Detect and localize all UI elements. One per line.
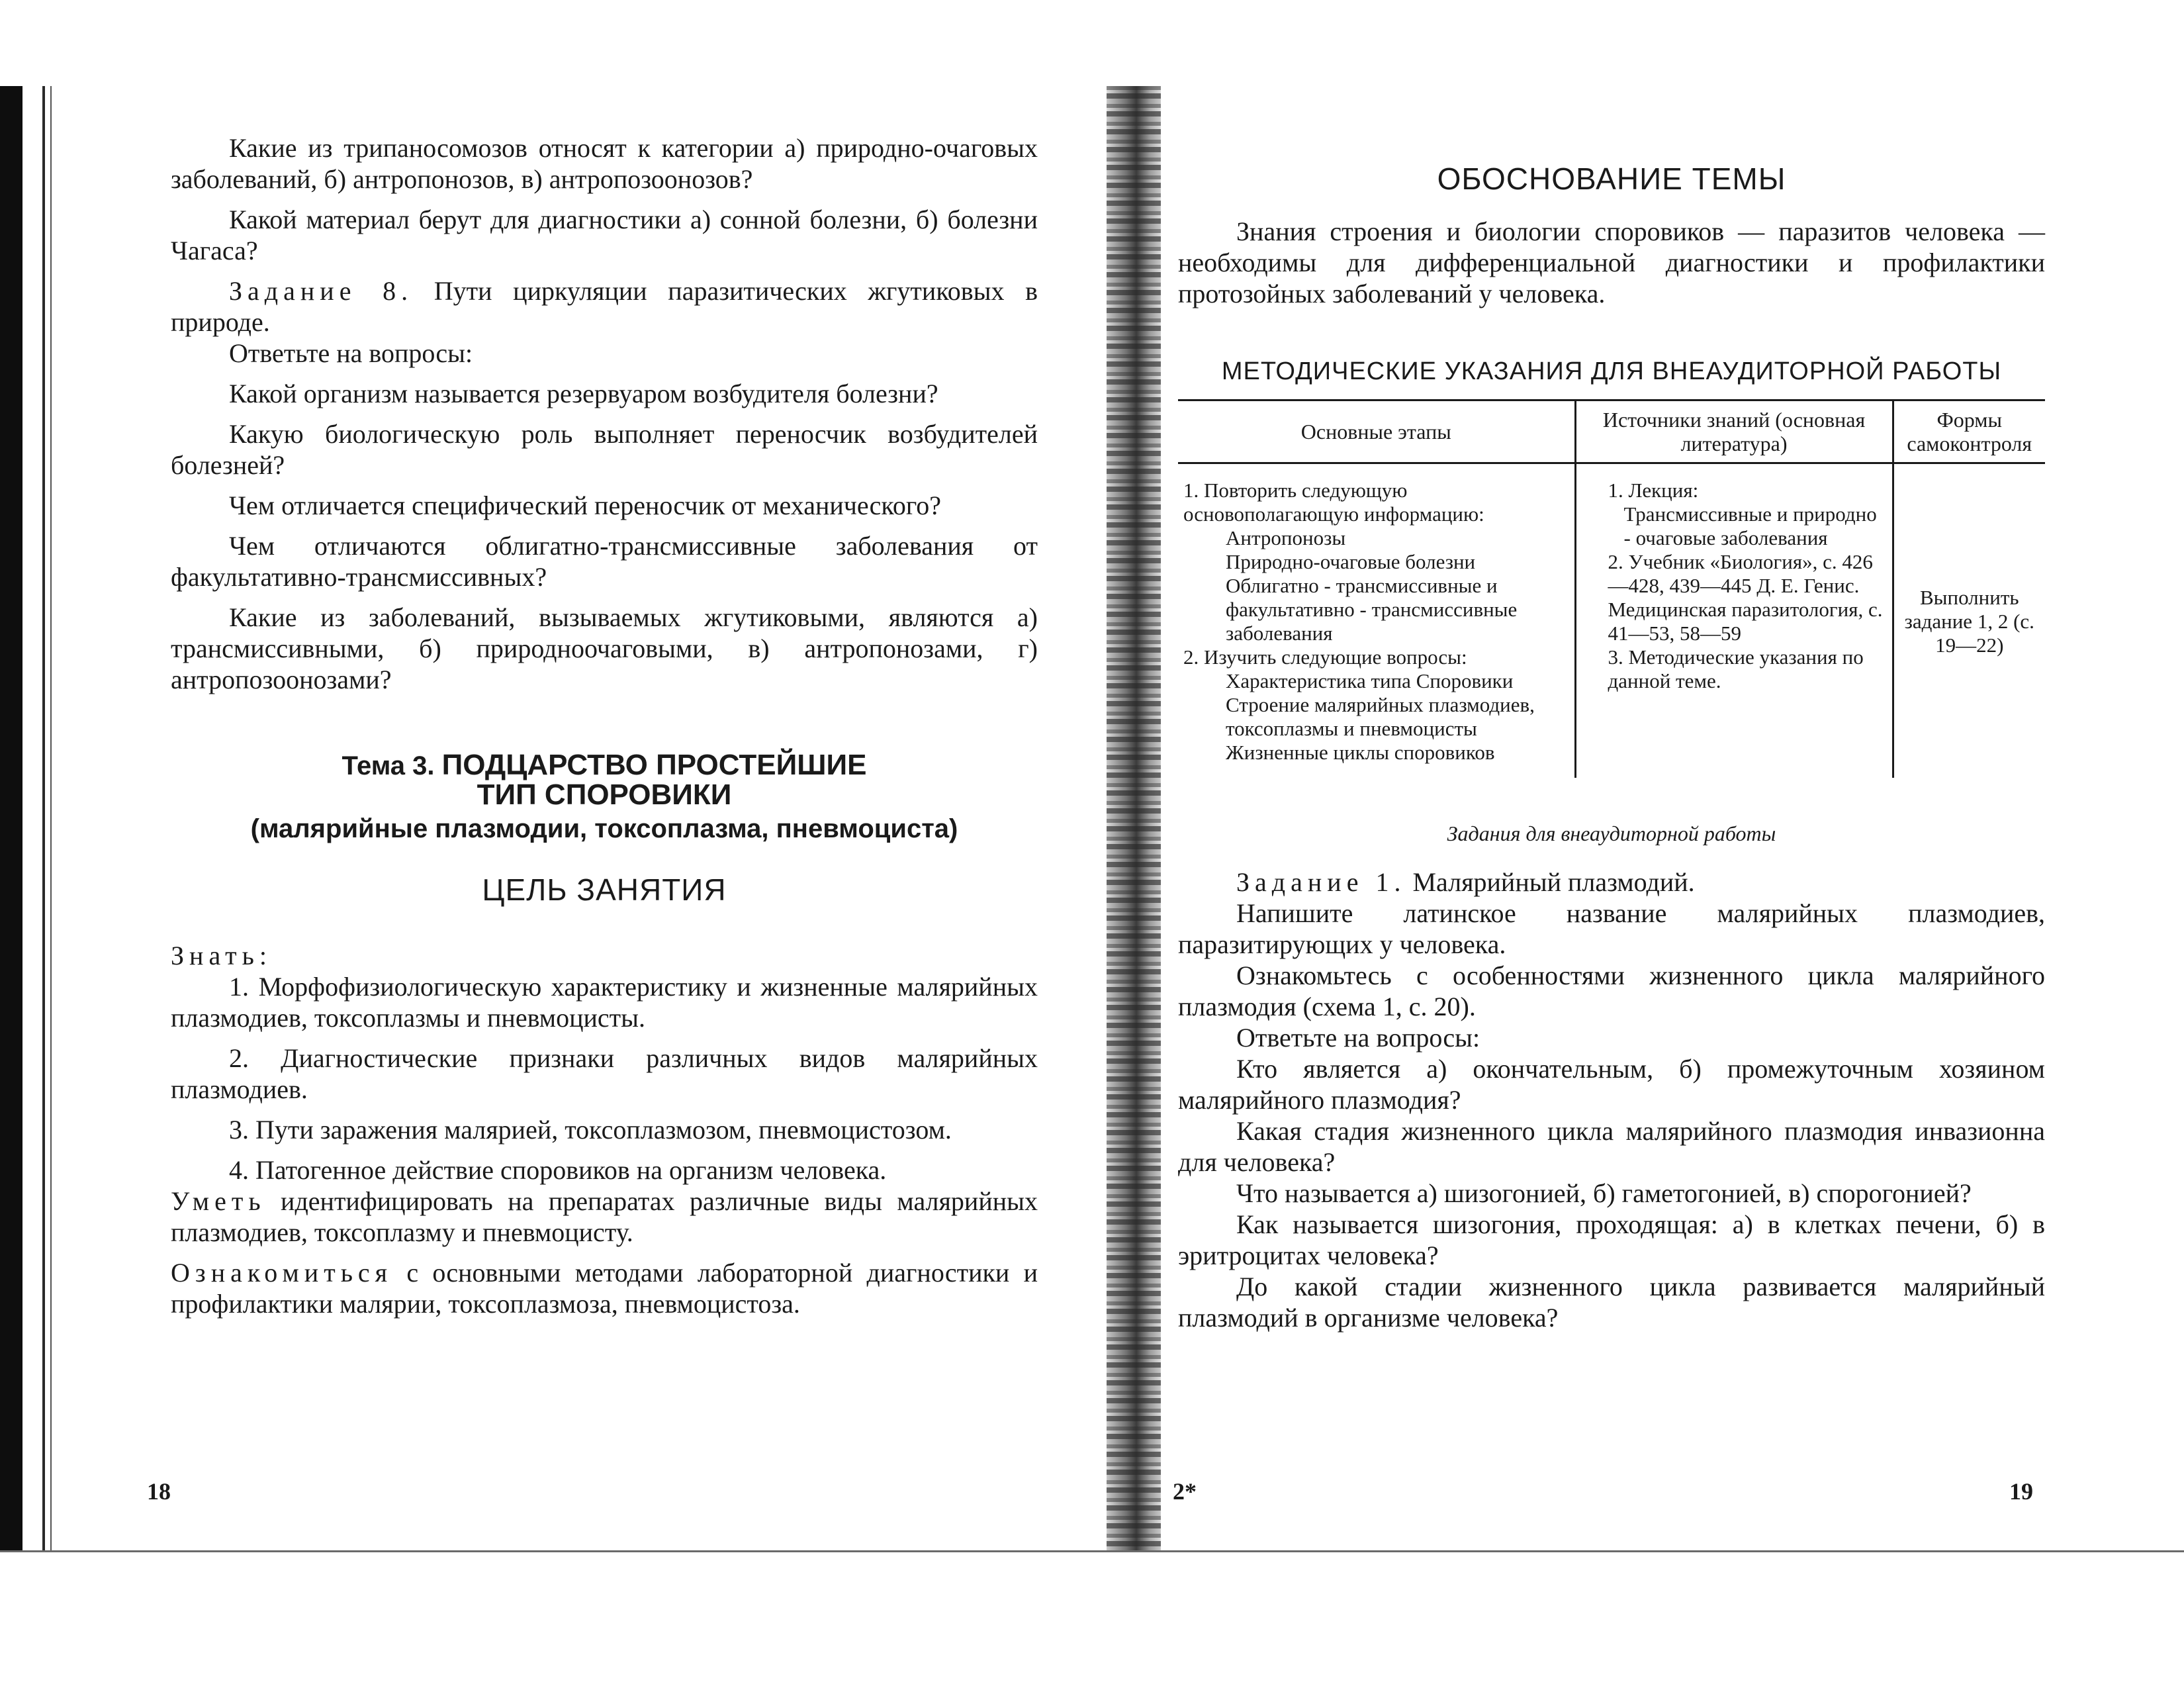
stage-subitem: Антропонозы [1226, 526, 1346, 549]
acquaint-paragraph [171, 1257, 1038, 1319]
table-heading: МЕТОДИЧЕСКИЕ УКАЗАНИЯ ДЛЯ ВНЕАУДИТОРНОЙ РАБОТЫ [1221, 357, 2002, 385]
task-text: Малярийный плазмодий. [1412, 867, 1695, 897]
source-subitem: Трансмиссивные и природно - очаговые заболевания [1623, 502, 1877, 549]
page-number-left: 18 [147, 1478, 171, 1505]
column-header: Источники знаний (основная литература) [1575, 400, 1893, 463]
acquaint-label: Ознакомиться [171, 1258, 393, 1288]
task-label: Задание 1. [1236, 867, 1406, 897]
sources-cell [1575, 463, 1893, 778]
know-item: 2. Диагностические признаки различных видов малярийных плазмодиев. [171, 1043, 1038, 1104]
stage-item: 1. Повторить следующую основополагающую информацию: [1183, 479, 1484, 526]
tasks-caption: Задания для внеаудиторной работы [1447, 821, 1776, 845]
know-item: 4. Патогенное действие споровиков на организм человека. [229, 1155, 887, 1185]
stages-cell [1178, 463, 1575, 778]
paragraph: Какие из трипаносомозов относят к категории а) природно-очаговых заболеваний, б) антропонозов, в) антропозоонозов? [171, 133, 1038, 194]
task-1 [1178, 867, 2045, 898]
source-item: 2. Учебник «Биология», с. 426—428, 439—445 Д. Е. Генис. Медицинская паразитология, с. 41—53, 58—59 [1608, 550, 1883, 645]
source-item: 1. Лекция: [1608, 479, 1699, 502]
answer-prompt: Ответьте на вопросы: [229, 338, 473, 368]
topic-title-2: ТИП СПОРОВИКИ [477, 778, 732, 811]
know-item: 1. Морфофизиологическую характеристику и жизненные малярийных плазмодиев, токсоплазмы и пневмоцисты. [171, 972, 1038, 1033]
column-header: Формы самоконтроля [1893, 400, 2045, 463]
stage-item: 2. Изучить следующие вопросы: [1183, 645, 1467, 669]
table-header-row [1178, 400, 2045, 463]
question: Какая стадия жизненного цикла малярийного плазмодия инвазионна для человека? [1178, 1116, 2045, 1177]
answer-prompt: Ответьте на вопросы: [1236, 1023, 1480, 1053]
know-item: 3. Пути заражения малярией, токсоплазмозом, пневмоцистозом. [229, 1115, 952, 1145]
question: Какую биологическую роль выполняет переносчик возбудителей болезней? [171, 419, 1038, 480]
stage-subitem: Строение малярийных плазмодиев, токсоплазмы и пневмоцисты [1226, 693, 1535, 740]
source-item: 3. Методические указания по данной теме. [1608, 645, 1864, 692]
topic-heading [171, 751, 1038, 780]
right-page [1178, 132, 2045, 1333]
goal-heading: ЦЕЛЬ ЗАНЯТИЯ [482, 872, 727, 907]
question: Кто является а) окончательным, б) промежуточным хозяином малярийного плазмодия? [1178, 1054, 2045, 1115]
know-label: Знать: [171, 941, 272, 970]
stage-subitem: Жизненные циклы споровиков [1226, 741, 1495, 764]
signature-mark: 2* [1173, 1478, 1197, 1505]
paragraph: Напишите латинское название малярийных плазмодиев, паразитирующих у человека. [1178, 898, 2045, 959]
topic-prefix: Тема 3. [341, 751, 435, 780]
able-paragraph [171, 1186, 1038, 1248]
column-header: Основные этапы [1178, 400, 1575, 463]
question: До какой стадии жизненного цикла развивается малярийный плазмодий в организме человека? [1178, 1272, 2045, 1333]
question: Как называется шизогония, проходящая: а) в клетках печени, б) в эритроцитах человека? [1178, 1209, 2045, 1270]
paragraph: Какой материал берут для диагностики а) сонной болезни, б) болезни Чагаса? [171, 205, 1038, 265]
left-page [171, 132, 1038, 1319]
scan-edge-left [0, 86, 23, 1552]
topic-title: ПОДЦАРСТВО ПРОСТЕЙШИЕ [441, 749, 867, 781]
question: Что называется а) шизогонией, б) гаметогонией, в) спорогонией? [1236, 1178, 1972, 1208]
methodical-table [1178, 399, 2045, 778]
page-number-right: 19 [2009, 1478, 2033, 1505]
rationale-heading: ОБОСНОВАНИЕ ТЕМЫ [1437, 162, 1786, 196]
stage-subitem: Характеристика типа Споровики [1226, 669, 1514, 692]
selfcheck-cell: Выполнить задание 1, 2 (с. 19—22) [1893, 463, 2045, 778]
acquaint-text: с основными методами лабораторной диагностики и профилактики малярии, токсоплазмоза, пневмоцистоза. [171, 1258, 1038, 1319]
topic-subtitle: (малярийные плазмодии, токсоплазма, пневмоциста) [250, 814, 958, 843]
question: Чем отличаются облигатно-трансмиссивные заболевания от факультативно-трансмиссивных? [171, 531, 1038, 592]
scan-edge-line [50, 86, 52, 1552]
able-text: идентифицировать на препаратах различные виды малярийных плазмодиев, токсоплазму и пневмоцисту. [171, 1186, 1038, 1247]
rationale-text: Знания строения и биологии споровиков — паразитов человека — необходимы для дифференциальной диагностики и профилактики протозойных заболеваний у человека. [1178, 216, 2045, 308]
task-label: Задание 8. [229, 276, 414, 306]
question: Какие из заболеваний, вызываемых жгутиковыми, являются а) трансмиссивными, б) природноочаговыми, в) антропонозами, г) антропозоонозами? [171, 602, 1038, 694]
book-spine-shadow [1107, 86, 1161, 1552]
task-8 [171, 275, 1038, 338]
question: Чем отличается специфический переносчик от механического? [229, 491, 941, 520]
stage-subitem: Облигатно - трансмиссивные и факультативно - трансмиссивные заболевания [1226, 574, 1518, 645]
question: Какой организм называется резервуаром возбудителя болезни? [229, 379, 938, 408]
task-text: Пути циркуляции паразитических жгутиковых в природе. [171, 276, 1038, 337]
scan-bottom-edge [0, 1550, 2184, 1552]
paragraph: Ознакомьтесь с особенностями жизненного цикла малярийного плазмодия (схема 1, с. 20). [1178, 961, 2045, 1021]
stage-subitem: Природно-очаговые болезни [1226, 550, 1476, 573]
scan-edge-line [42, 86, 45, 1552]
able-label: Уметь [171, 1186, 266, 1216]
table-row [1178, 463, 2045, 778]
